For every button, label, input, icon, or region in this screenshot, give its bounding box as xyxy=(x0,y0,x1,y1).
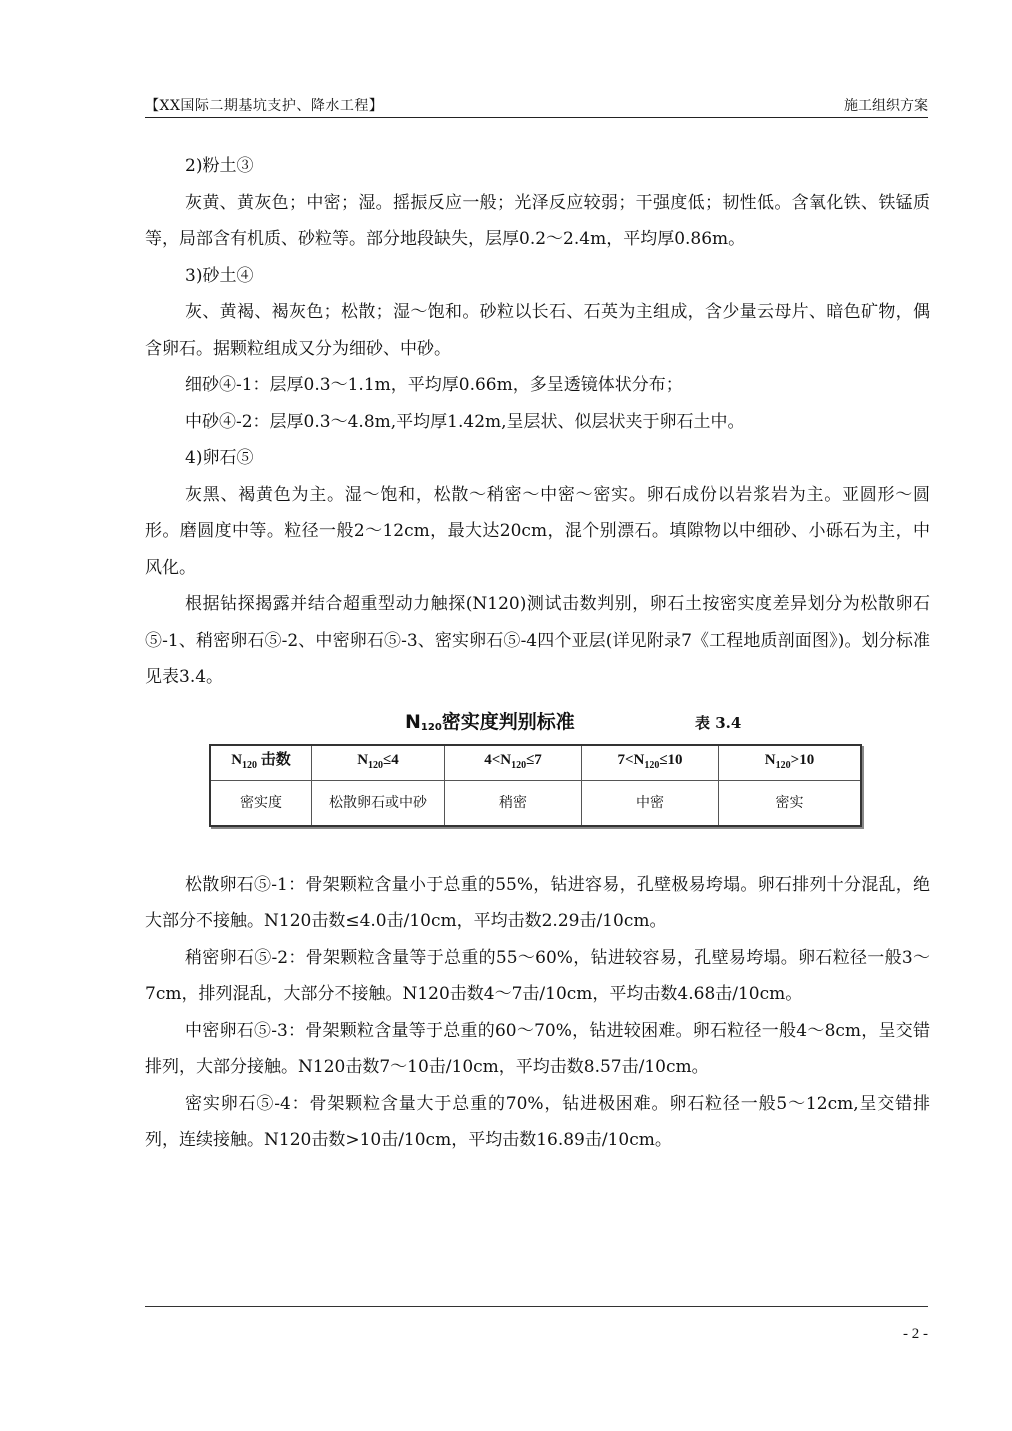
heading-cobble: 4)卵石⑤ xyxy=(185,448,254,468)
paragraph-silt-desc: 灰黄、黄灰色；中密；湿。摇振反应一般；光泽反应较弱；干强度低；韧性低。含氧化铁、铁锰质等，局部含有机质、砂粒等。部分地段缺失，层厚0.2～2.4m，平均厚0.86m。 xyxy=(145,192,930,249)
table-row xyxy=(210,780,861,826)
paragraph-dense-cobble: 密实卵石⑤-4：骨架颗粒含量大于总重的70%，钻进极困难。卵石粒径一般5～12cm,呈交错排列，连续接触。N120击数>10击/10cm，平均击数16.89击/10cm。 xyxy=(145,1093,930,1150)
paragraph-classification: 根据钻探揭露并结合超重型动力触探(N120)测试击数判别，卵石土按密实度差异划分为松散卵石⑤-1、稍密卵石⑤-2、中密卵石⑤-3、密实卵石⑤-4四个亚层(详见附录7《工程地质剖面图》)。划分标准见表3.4。 xyxy=(145,594,930,687)
header-project-title: 【XX国际二期基坑支护、降水工程】 xyxy=(145,98,384,114)
table-cell: 密实 xyxy=(719,780,862,826)
heading-sand: 3)砂土④ xyxy=(185,265,254,286)
paragraph-loose-cobble: 松散卵石⑤-1：骨架颗粒含量小于总重的55%，钻进容易，孔壁极易垮塌。卵石排列十分混乱，绝大部分不接触。N120击数≤4.0击/10cm，平均击数2.29击/10cm。 xyxy=(145,874,930,931)
header-doc-type: 施工组织方案 xyxy=(844,98,928,114)
footer-rule xyxy=(145,1306,928,1307)
paragraph-sand-desc: 灰、黄褐、褐灰色；松散；湿～饱和。砂粒以长石、石英为主组成，含少量云母片、暗色矿物，偶含卵石。据颗粒组成又分为细砂、中砂。 xyxy=(145,302,930,359)
table-cell: 稍密 xyxy=(445,780,582,826)
table-cell: 中密 xyxy=(582,780,719,826)
table-cell: 松散卵石或中砂 xyxy=(312,780,445,826)
table-caption xyxy=(145,704,930,744)
document-body xyxy=(145,148,930,1159)
paragraph-medium-dense-cobble: 中密卵石⑤-3：骨架颗粒含量等于总重的60～70%，钻进较困难。卵石粒径一般4～8cm，呈交错排列，大部分接触。N120击数7～10击/10cm，平均击数8.57击/10cm。 xyxy=(145,1020,930,1077)
table-cell: 密实度 xyxy=(210,780,312,826)
page-header xyxy=(145,95,928,118)
table-header-row xyxy=(210,745,861,781)
heading-silt: 2)粉土③ xyxy=(185,156,254,176)
paragraph-slightly-dense-cobble: 稍密卵石⑤-2：骨架颗粒含量等于总重的55～60%，钻进较容易，孔壁易垮塌。卵石粒径一般3～7cm，排列混乱，大部分不接触。N120击数4～7击/10cm，平均击数4.68击/10cm。 xyxy=(145,947,930,1004)
header-cell: $N_{120}>10$ xyxy=(719,745,862,781)
header-cell: $N_{120}\le 4$ xyxy=(312,745,445,781)
table-title: $N_{120}$密实度判别标准 xyxy=(405,710,575,733)
paragraph-cobble-desc: 灰黑、褐黄色为主。湿～饱和，松散～稍密～中密～密实。卵石成份以岩浆岩为主。亚圆形～圆形。磨圆度中等。粒径一般2～12cm，最大达20cm，混个别漂石。填隙物以中细砂、小砾石为主，中风化。 xyxy=(145,484,930,578)
paragraph-fine-sand: 细砂④-1：层厚0.3～1.1m，平均厚0.66m，多呈透镜体状分布； xyxy=(185,375,683,395)
header-cell: $4<N_{120}\le 7$ xyxy=(445,745,582,781)
header-cell: $N_{120}$ 击数 xyxy=(210,745,312,781)
page-number: - 2 - xyxy=(903,1326,928,1342)
density-criteria-table xyxy=(209,744,862,827)
sublayer-descriptions xyxy=(145,867,930,1159)
paragraph-medium-sand: 中砂④-2：层厚0.3～4.8m,平均厚1.42m,呈层状、似层状夹于卵石土中。 xyxy=(185,411,745,432)
table-number: 表 3.4 xyxy=(695,713,742,732)
header-cell: $7<N_{120}\le 10$ xyxy=(582,745,719,781)
